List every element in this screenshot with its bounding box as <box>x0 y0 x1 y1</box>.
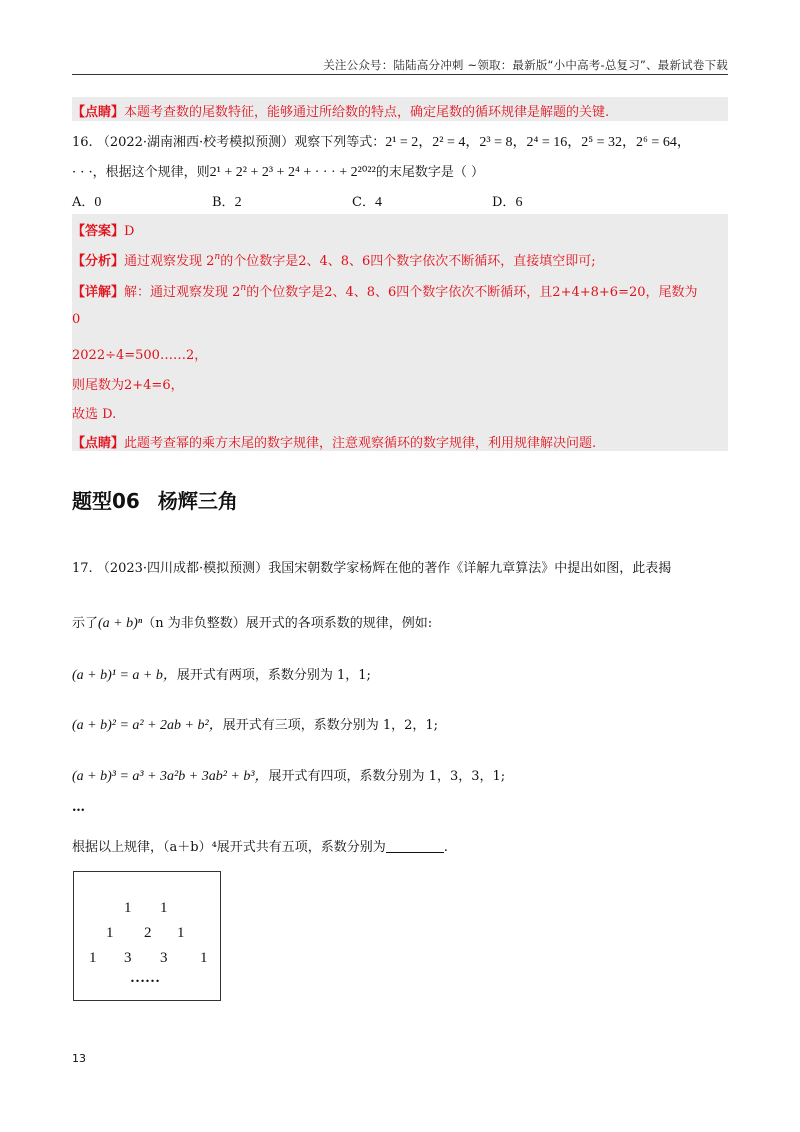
q16-detail-line2: 0 <box>72 312 81 327</box>
expansion-formula: (a + b)³ = a³ + 3a²b + 3ab² + b³， <box>72 769 269 784</box>
section-number: 题型06 <box>72 489 140 513</box>
q16-sum-expression: 2¹ + 2² + 2³ + 2⁴ + · · · + 2²⁰²² <box>209 165 376 180</box>
q16-option-d <box>492 191 522 211</box>
q17-source: （2023·四川成都·模拟预测） <box>96 561 269 576</box>
q16-equality: 2³ = 8， <box>479 135 527 150</box>
triangle-dots: …… <box>130 970 160 986</box>
q17-stem-b: 示了 <box>72 616 99 631</box>
q16-detail-line3: 2022÷4=500……2， <box>72 348 208 363</box>
final-question-text: 根据以上规律，（a＋b）⁴展开式共有五项，系数分别为 <box>72 840 386 855</box>
q16-stem-c: 的末尾数字是（ ） <box>375 165 484 180</box>
q16-detail <box>72 281 698 300</box>
q16-equality: 2⁵ = 32， <box>581 135 637 150</box>
dianjing-tag: 【点睛】 <box>72 105 125 120</box>
option-value: 6 <box>515 195 523 210</box>
triangle-number: 1 <box>89 950 97 966</box>
triangle-number: 1 <box>124 900 132 916</box>
detail-exponent: n <box>240 283 247 293</box>
section-title <box>72 485 238 514</box>
detail-text: 的个位数字是2、4、8、6四个数字依次不断循环，且2+4+8+6=20，尾数为 <box>246 285 698 300</box>
q17-example-2 <box>72 714 438 734</box>
q16-equality: 2⁶ = 64， <box>636 135 691 150</box>
page-number: 13 <box>72 1052 86 1065</box>
option-value: 2 <box>234 195 242 210</box>
q16-option-c <box>352 191 382 211</box>
q16-detail-line4: 则尾数为2+4=6， <box>72 378 184 393</box>
q16-source: （2022·湖南湘西·校考模拟预测） <box>96 135 295 150</box>
triangle-number: 1 <box>177 925 185 941</box>
expansion-description: 展开式有四项，系数分别为 1，3，3，1; <box>268 769 506 784</box>
q17-line1 <box>72 557 671 576</box>
q16-analysis <box>72 250 596 269</box>
expansion-formula: (a + b)² = a² + 2ab + b²， <box>72 718 223 733</box>
page-header: 关注公众号：陆陆高分冲刺 ~领取：最新版“小中高考-总复习”、最新试卷下载 <box>323 58 728 72</box>
q16-option-b <box>212 191 242 211</box>
yanghui-triangle-figure <box>73 871 221 1001</box>
q16-stem-b: · · ·，根据这个规律，则 <box>72 165 210 180</box>
triangle-number: 3 <box>124 950 132 966</box>
analysis-text: 通过观察发现 2 <box>124 254 215 269</box>
q17-example-1 <box>72 664 371 684</box>
binomial-expression: (a + b)ⁿ <box>98 616 143 631</box>
answer-blank[interactable] <box>386 840 444 853</box>
option-value: 4 <box>374 195 382 210</box>
dianjing-q15 <box>72 101 609 120</box>
q17-stem-a: 我国宋朝数学家杨辉在他的著作《详解九章算法》中提出如图，此表揭 <box>268 561 672 576</box>
q16-line1 <box>72 131 691 151</box>
q16-dianjing <box>72 432 596 451</box>
option-label: D． <box>492 195 516 210</box>
analysis-exponent: n <box>214 252 221 262</box>
dianjing-text: 此题考查幂的乘方末尾的数字规律，注意观察循环的数字规律，利用规律解决问题. <box>124 436 597 451</box>
q17-line2 <box>72 612 432 632</box>
q17-stem-b: （n 为非负整数）展开式的各项系数的规律，例如: <box>142 616 433 631</box>
q16-option-a <box>72 191 101 211</box>
expansion-formula: (a + b)¹ = a + b， <box>72 668 177 683</box>
q16-equality: 2¹ = 2， <box>385 135 433 150</box>
triangle-number: 1 <box>160 900 168 916</box>
dianjing-text: 本题考查数的尾数特征，能够通过所给数的特点，确定尾数的循环规律是解题的关键. <box>124 105 610 120</box>
triangle-number: 3 <box>160 950 168 966</box>
expansion-description: 展开式有三项，系数分别为 1，2，1; <box>222 718 439 733</box>
q16-stem-a: 观察下列等式： <box>294 135 386 150</box>
answer-tag: 【答案】 <box>72 224 125 239</box>
section-name: 杨辉三角 <box>157 489 238 513</box>
triangle-number: 1 <box>200 950 208 966</box>
analysis-text: 的个位数字是2、4、8、6四个数字依次不断循环，直接填空即可; <box>220 254 596 269</box>
q17-final-question <box>72 836 448 855</box>
header-rule <box>72 74 728 75</box>
answer-value: D <box>124 224 135 239</box>
q17-example-3 <box>72 765 505 785</box>
option-label: C． <box>352 195 375 210</box>
q17-number: 17. <box>72 561 93 576</box>
option-value: 0 <box>94 195 102 210</box>
option-label: B． <box>212 195 235 210</box>
q17-ellipsis: … <box>72 800 85 815</box>
detail-tag: 【详解】 <box>72 285 125 300</box>
final-question-text: . <box>443 840 448 855</box>
analysis-tag: 【分析】 <box>72 254 125 269</box>
q16-equality: 2² = 4， <box>432 135 480 150</box>
triangle-number: 1 <box>106 925 114 941</box>
q16-number: 16. <box>72 135 93 150</box>
option-label: A． <box>72 195 95 210</box>
q16-equality: 2⁴ = 16， <box>526 135 582 150</box>
dianjing-tag: 【点睛】 <box>72 436 125 451</box>
q16-answer <box>72 220 134 239</box>
triangle-number: 2 <box>144 925 152 941</box>
detail-text: 解：通过观察发现 2 <box>124 285 241 300</box>
q16-line2 <box>72 161 484 181</box>
q16-detail-line5: 故选 D. <box>72 407 117 422</box>
expansion-description: 展开式有两项，系数分别为 1，1; <box>176 668 371 683</box>
